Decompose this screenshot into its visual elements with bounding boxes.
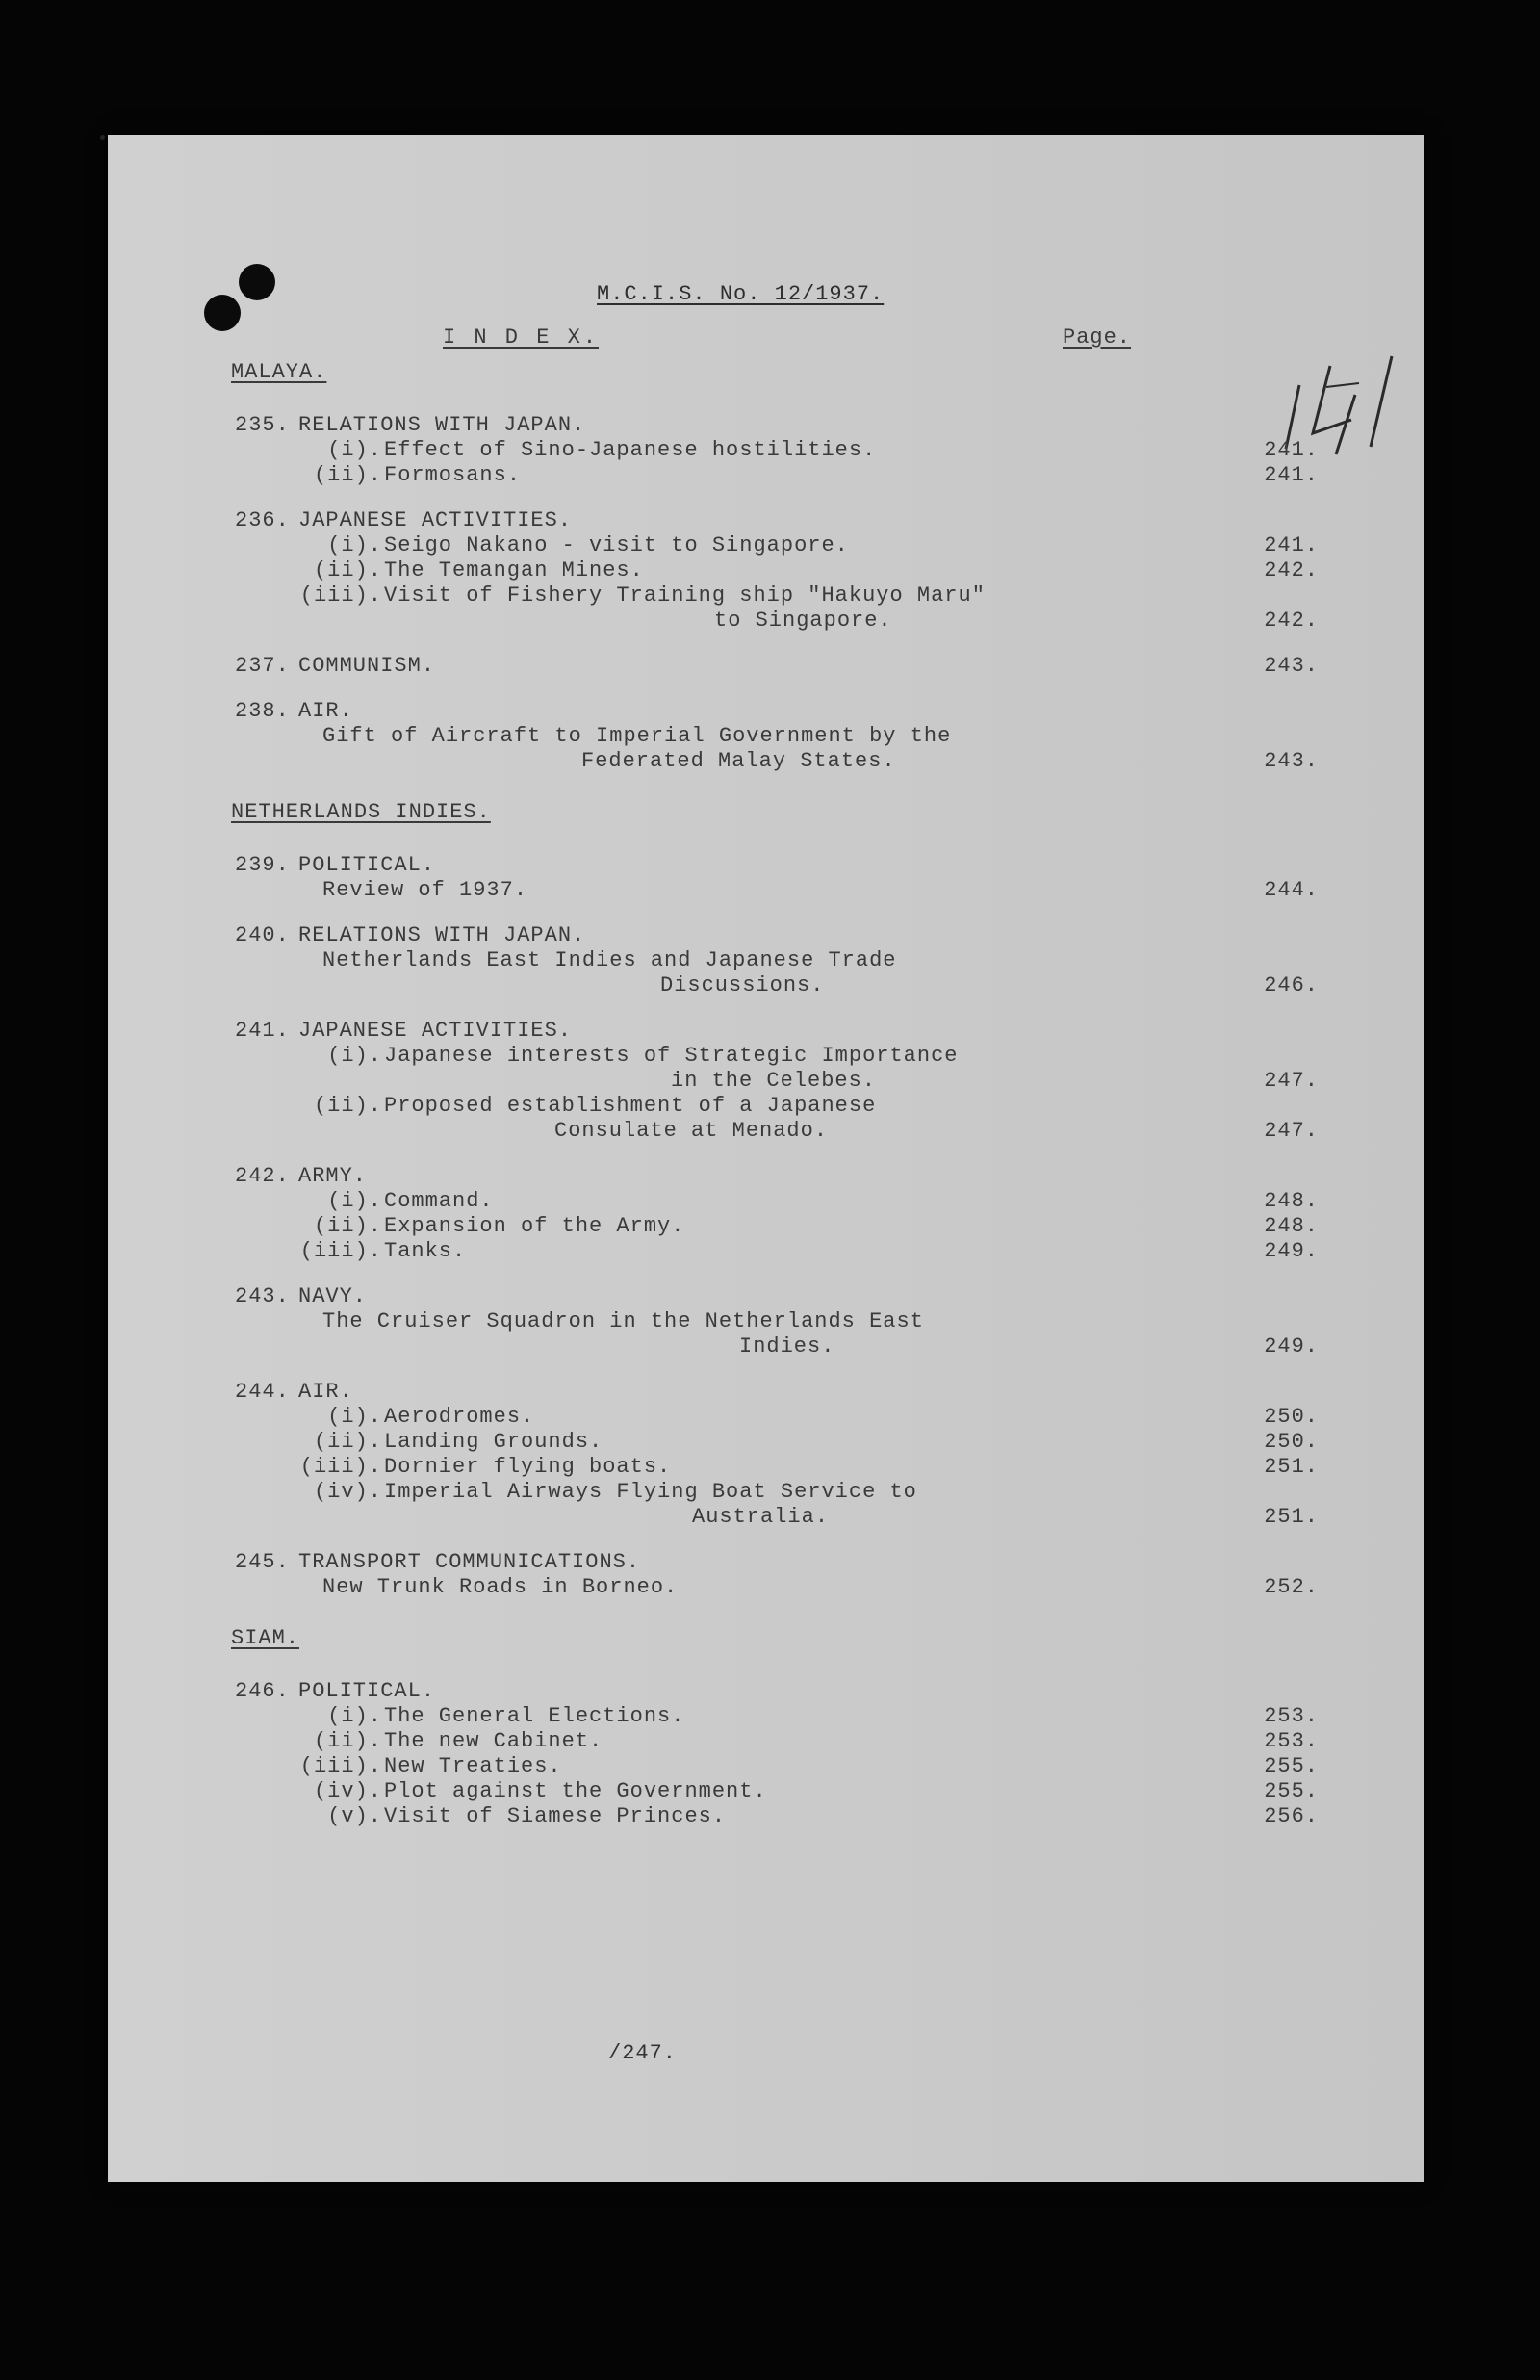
item-heading: POLITICAL. (298, 1679, 436, 1703)
item-subtitle-cont: Indies. (739, 1334, 835, 1358)
page-number: 241. (1264, 438, 1319, 462)
item-number: 243. (235, 1284, 290, 1308)
item-heading: NAVY. (298, 1284, 368, 1308)
item-number: 236. (235, 508, 290, 532)
page-number: 249. (1264, 1239, 1319, 1263)
page-number: 251. (1264, 1455, 1319, 1479)
section-heading: SIAM. (231, 1626, 300, 1650)
page-number: 255. (1264, 1779, 1319, 1803)
entry-text: Landing Grounds. (384, 1430, 603, 1454)
item-subtitle: Gift of Aircraft to Imperial Government by the (322, 724, 952, 748)
entry-text: Tanks. (384, 1239, 467, 1263)
entry-roman-numeral: (i). (327, 1704, 382, 1728)
page-number: 253. (1264, 1704, 1319, 1728)
entry-text: The new Cabinet. (384, 1729, 603, 1753)
entry-text: New Treaties. (384, 1754, 562, 1778)
item-number: 246. (235, 1679, 290, 1703)
entry-text-cont: to Singapore. (714, 608, 892, 633)
page-number: 248. (1264, 1214, 1319, 1238)
item-heading: JAPANESE ACTIVITIES. (298, 508, 573, 532)
entry-text: Effect of Sino-Japanese hostilities. (384, 438, 877, 462)
page-column-label: Page. (1063, 325, 1132, 349)
item-heading: POLITICAL. (298, 853, 436, 877)
page-number: 246. (1264, 973, 1319, 997)
punch-hole-bottom (204, 295, 241, 331)
entry-text-cont: in the Celebes. (671, 1069, 877, 1093)
entry-roman-numeral: (iii). (299, 583, 382, 608)
entry-roman-numeral: (ii). (313, 1214, 382, 1238)
item-subtitle: New Trunk Roads in Borneo. (322, 1575, 679, 1599)
entry-roman-numeral: (i). (327, 1044, 382, 1068)
paper-speck (100, 135, 105, 140)
index-title: I N D E X. (443, 325, 600, 349)
entry-roman-numeral: (iv). (313, 1779, 382, 1803)
item-number: 244. (235, 1380, 290, 1404)
entry-text: Expansion of the Army. (384, 1214, 685, 1238)
entry-text: The Temangan Mines. (384, 558, 644, 582)
item-number: 235. (235, 413, 290, 437)
page-number: 241. (1264, 463, 1319, 487)
item-number: 239. (235, 853, 290, 877)
page-number: 256. (1264, 1804, 1319, 1828)
entry-roman-numeral: (i). (327, 438, 382, 462)
entry-text: Aerodromes. (384, 1405, 535, 1429)
entry-roman-numeral: (iii). (299, 1239, 382, 1263)
entry-text: Seigo Nakano - visit to Singapore. (384, 533, 849, 557)
entry-text: Japanese interests of Strategic Importance (384, 1044, 959, 1068)
entry-text: Visit of Siamese Princes. (384, 1804, 727, 1828)
entry-text: Imperial Airways Flying Boat Service to (384, 1480, 917, 1504)
entry-roman-numeral: (iii). (299, 1455, 382, 1479)
section-heading: NETHERLANDS INDIES. (231, 800, 491, 824)
page-number: 251. (1264, 1505, 1319, 1529)
item-number: 241. (235, 1019, 290, 1043)
document-header: M.C.I.S. No. 12/1937. (597, 282, 885, 306)
entry-text: Visit of Fishery Training ship "Hakuyo Maru" (384, 583, 986, 608)
page-number: 250. (1264, 1405, 1319, 1429)
page-number: 247. (1264, 1069, 1319, 1093)
entry-roman-numeral: (iv). (313, 1480, 382, 1504)
item-number: 242. (235, 1164, 290, 1188)
entry-roman-numeral: (ii). (313, 463, 382, 487)
page-number: 243. (1264, 654, 1319, 678)
item-subtitle: Netherlands East Indies and Japanese Trade (322, 948, 897, 972)
page-number: 253. (1264, 1729, 1319, 1753)
item-number: 240. (235, 923, 290, 947)
page-number: 255. (1264, 1754, 1319, 1778)
continuation-mark: /247. (608, 2041, 678, 2065)
item-heading: AIR. (298, 699, 353, 723)
entry-roman-numeral: (i). (327, 1405, 382, 1429)
entry-roman-numeral: (iii). (299, 1754, 382, 1778)
page-number: 241. (1264, 533, 1319, 557)
entry-text: Proposed establishment of a Japanese (384, 1094, 877, 1118)
item-subtitle-cont: Federated Malay States. (581, 749, 896, 773)
entry-text-cont: Consulate at Menado. (554, 1119, 829, 1143)
item-subtitle-cont: Discussions. (660, 973, 825, 997)
page-number: 242. (1264, 558, 1319, 582)
section-heading: MALAYA. (231, 360, 327, 384)
item-heading: COMMUNISM. (298, 654, 436, 678)
item-number: 237. (235, 654, 290, 678)
page-number: 244. (1264, 878, 1319, 902)
page-number: 243. (1264, 749, 1319, 773)
item-number: 245. (235, 1550, 290, 1574)
entry-roman-numeral: (ii). (313, 558, 382, 582)
item-subtitle: Review of 1937. (322, 878, 528, 902)
document-page (108, 135, 1424, 2182)
entry-text-cont: Australia. (692, 1505, 830, 1529)
item-subtitle: The Cruiser Squadron in the Netherlands East (322, 1309, 924, 1333)
entry-text: Plot against the Government. (384, 1779, 767, 1803)
item-heading: RELATIONS WITH JAPAN. (298, 413, 586, 437)
entry-roman-numeral: (ii). (313, 1430, 382, 1454)
page-number: 247. (1264, 1119, 1319, 1143)
entry-roman-numeral: (i). (327, 533, 382, 557)
item-heading: ARMY. (298, 1164, 368, 1188)
entry-roman-numeral: (ii). (313, 1094, 382, 1118)
entry-roman-numeral: (i). (327, 1189, 382, 1213)
page-number: 252. (1264, 1575, 1319, 1599)
page-number: 249. (1264, 1334, 1319, 1358)
entry-text: The General Elections. (384, 1704, 685, 1728)
item-heading: TRANSPORT COMMUNICATIONS. (298, 1550, 641, 1574)
entry-roman-numeral: (ii). (313, 1729, 382, 1753)
item-number: 238. (235, 699, 290, 723)
item-heading: AIR. (298, 1380, 353, 1404)
punch-hole-top (239, 264, 275, 300)
entry-roman-numeral: (v). (327, 1804, 382, 1828)
entry-text: Dornier flying boats. (384, 1455, 672, 1479)
entry-text: Command. (384, 1189, 494, 1213)
page-number: 250. (1264, 1430, 1319, 1454)
entry-text: Formosans. (384, 463, 522, 487)
page-number: 248. (1264, 1189, 1319, 1213)
item-heading: RELATIONS WITH JAPAN. (298, 923, 586, 947)
item-heading: JAPANESE ACTIVITIES. (298, 1019, 573, 1043)
page-number: 242. (1264, 608, 1319, 633)
